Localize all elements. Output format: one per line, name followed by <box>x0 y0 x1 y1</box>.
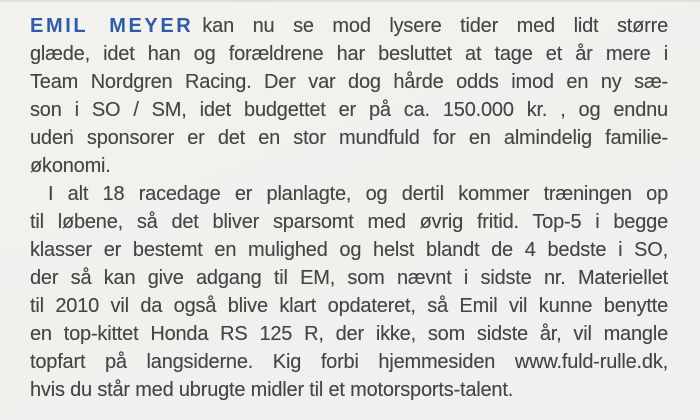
scan-edge-artifact <box>0 0 700 3</box>
text-line-with-website: topfart på langsiderne. Kig forbi hjemmesiden www.fuld-rulle.dk, <box>30 351 668 373</box>
text-line-indented: I alt 18 racedage er planlagte, og dertil kommer træningen op <box>48 183 668 205</box>
text-line: en top-kittet Honda RS 125 R, der ikke, som sidste år, vil mangle <box>30 323 668 345</box>
athlete-name: EMIL MEYER <box>30 15 194 37</box>
text-line: til 2010 vil da også blive klart opdateret, så Emil vil kunne benytte <box>30 295 668 317</box>
text-line-paragraph-end: økonomi. <box>30 155 111 177</box>
text-line: Team Nordgren Racing. Der var dog hårde odds imod en ny sæ- <box>30 71 668 93</box>
text-line <box>30 12 668 40</box>
text-line: glæde, idet han og forældrene har besluttet at tage et år mere i <box>30 43 668 65</box>
text-line: klasser er bestemt en mulighed og helst blandt de 4 bedste i SO, <box>30 239 668 261</box>
text-line: son i SO / SM, idet budgettet er på ca. 150.000 kr. , og endnu <box>30 99 668 121</box>
article-text-block <box>30 12 668 404</box>
text-line-paragraph-end: hvis du står med ubrugte midler til et motorsports-talent. <box>30 379 514 401</box>
text-line: til løbene, så det bliver sparsomt med øvrig fritid. Top-5 i begge <box>30 211 668 233</box>
text-line: der så kan give adgang til EM, som nævnt i sidste nr. Materiellet <box>30 267 668 289</box>
text-line: uden sponsorer er det en stor mundfuld for en almindelig familie- <box>30 127 668 149</box>
text-line-content: kan nu se mod lysere tider med lidt større <box>202 15 668 37</box>
